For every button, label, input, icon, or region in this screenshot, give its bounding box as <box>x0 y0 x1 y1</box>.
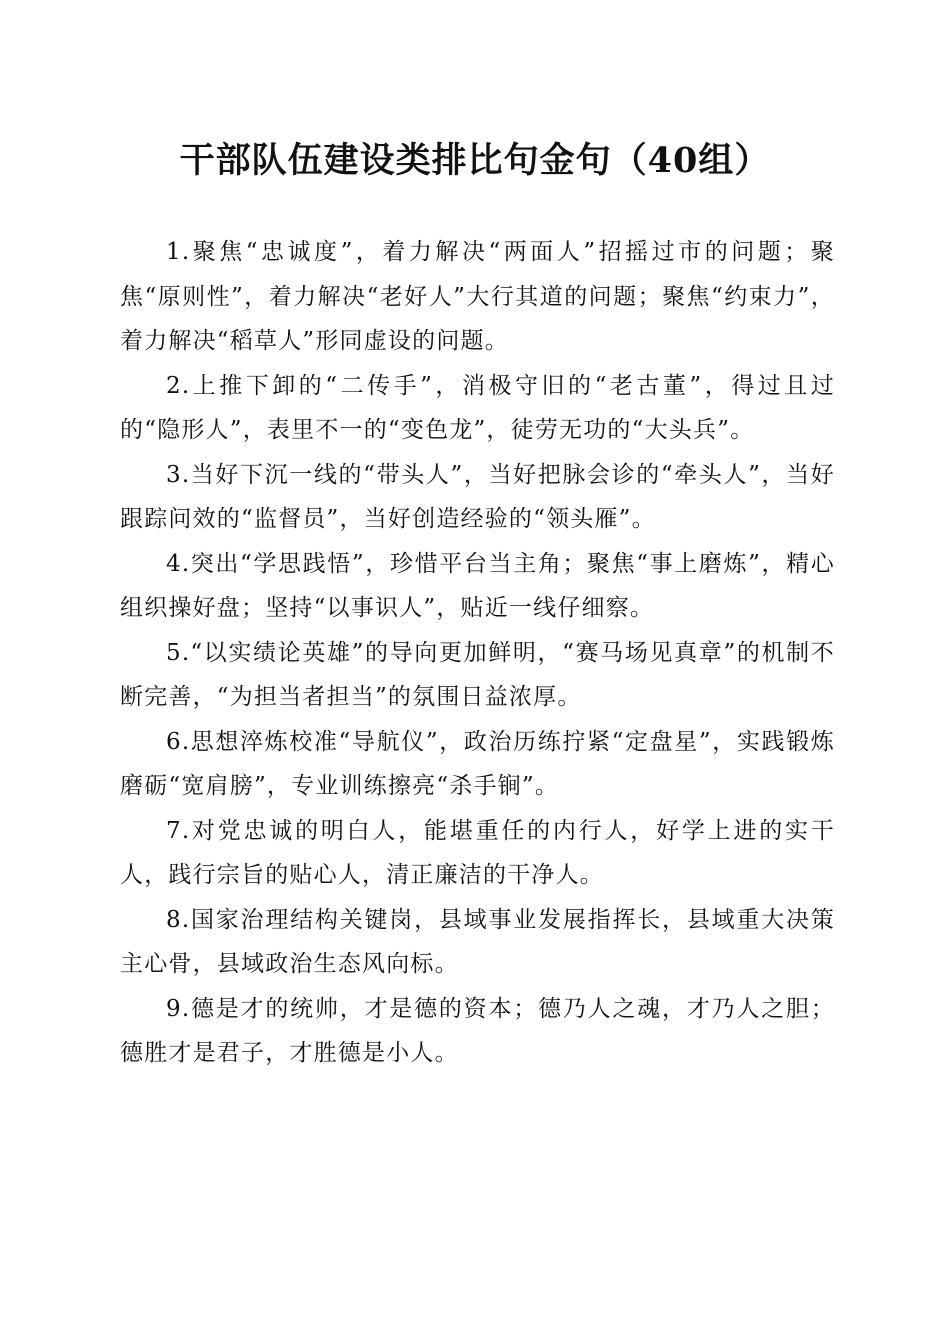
paragraph-2: 2.上推下卸的“二传手”，消极守旧的“老古董”，得过且过的“隐形人”，表里不一的“变色龙”，徒劳无功的“大头兵”。 <box>120 372 835 443</box>
paragraph-5: 5.“以实绩论英雄”的导向更加鲜明，“赛马场见真章”的机制不断完善，“为担当者担当”的氛围日益浓厚。 <box>120 639 835 710</box>
paragraph-9: 9.德是才的统帅，才是德的资本；德乃人之魂，才乃人之胆；德胜才是君子，才胜德是小人。 <box>120 995 835 1066</box>
paragraph-6: 6.思想淬炼校准“导航仪”，政治历练拧紧“定盘星”，实践锻炼磨砺“宽肩膀”，专业训练擦亮“杀手锏”。 <box>120 728 835 799</box>
paragraph-4: 4.突出“学思践悟”，珍惜平台当主角；聚焦“事上磨炼”，精心组织操好盘；坚持“以事识人”，贴近一线仔细察。 <box>120 550 835 621</box>
paragraph-7: 7.对党忠诚的明白人，能堪重任的内行人，好学上进的实干人，践行宗旨的贴心人，清正廉洁的干净人。 <box>120 817 835 888</box>
paragraph-8: 8.国家治理结构关键岗，县域事业发展指挥长，县域重大决策主心骨，县域政治生态风向标。 <box>120 906 835 977</box>
document-body <box>120 230 835 1076</box>
page-title: 干部队伍建设类排比句金句（40组） <box>179 140 771 181</box>
paragraph-1: 1.聚焦“忠诚度”，着力解决“两面人”招摇过市的问题；聚焦“原则性”，着力解决“老好人”大行其道的问题；聚焦“约束力”，着力解决“稻草人”形同虚设的问题。 <box>120 239 835 354</box>
paragraph-3: 3.当好下沉一线的“带头人”，当好把脉会诊的“牵头人”，当好跟踪问效的“监督员”，当好创造经验的“领头雁”。 <box>120 461 835 532</box>
